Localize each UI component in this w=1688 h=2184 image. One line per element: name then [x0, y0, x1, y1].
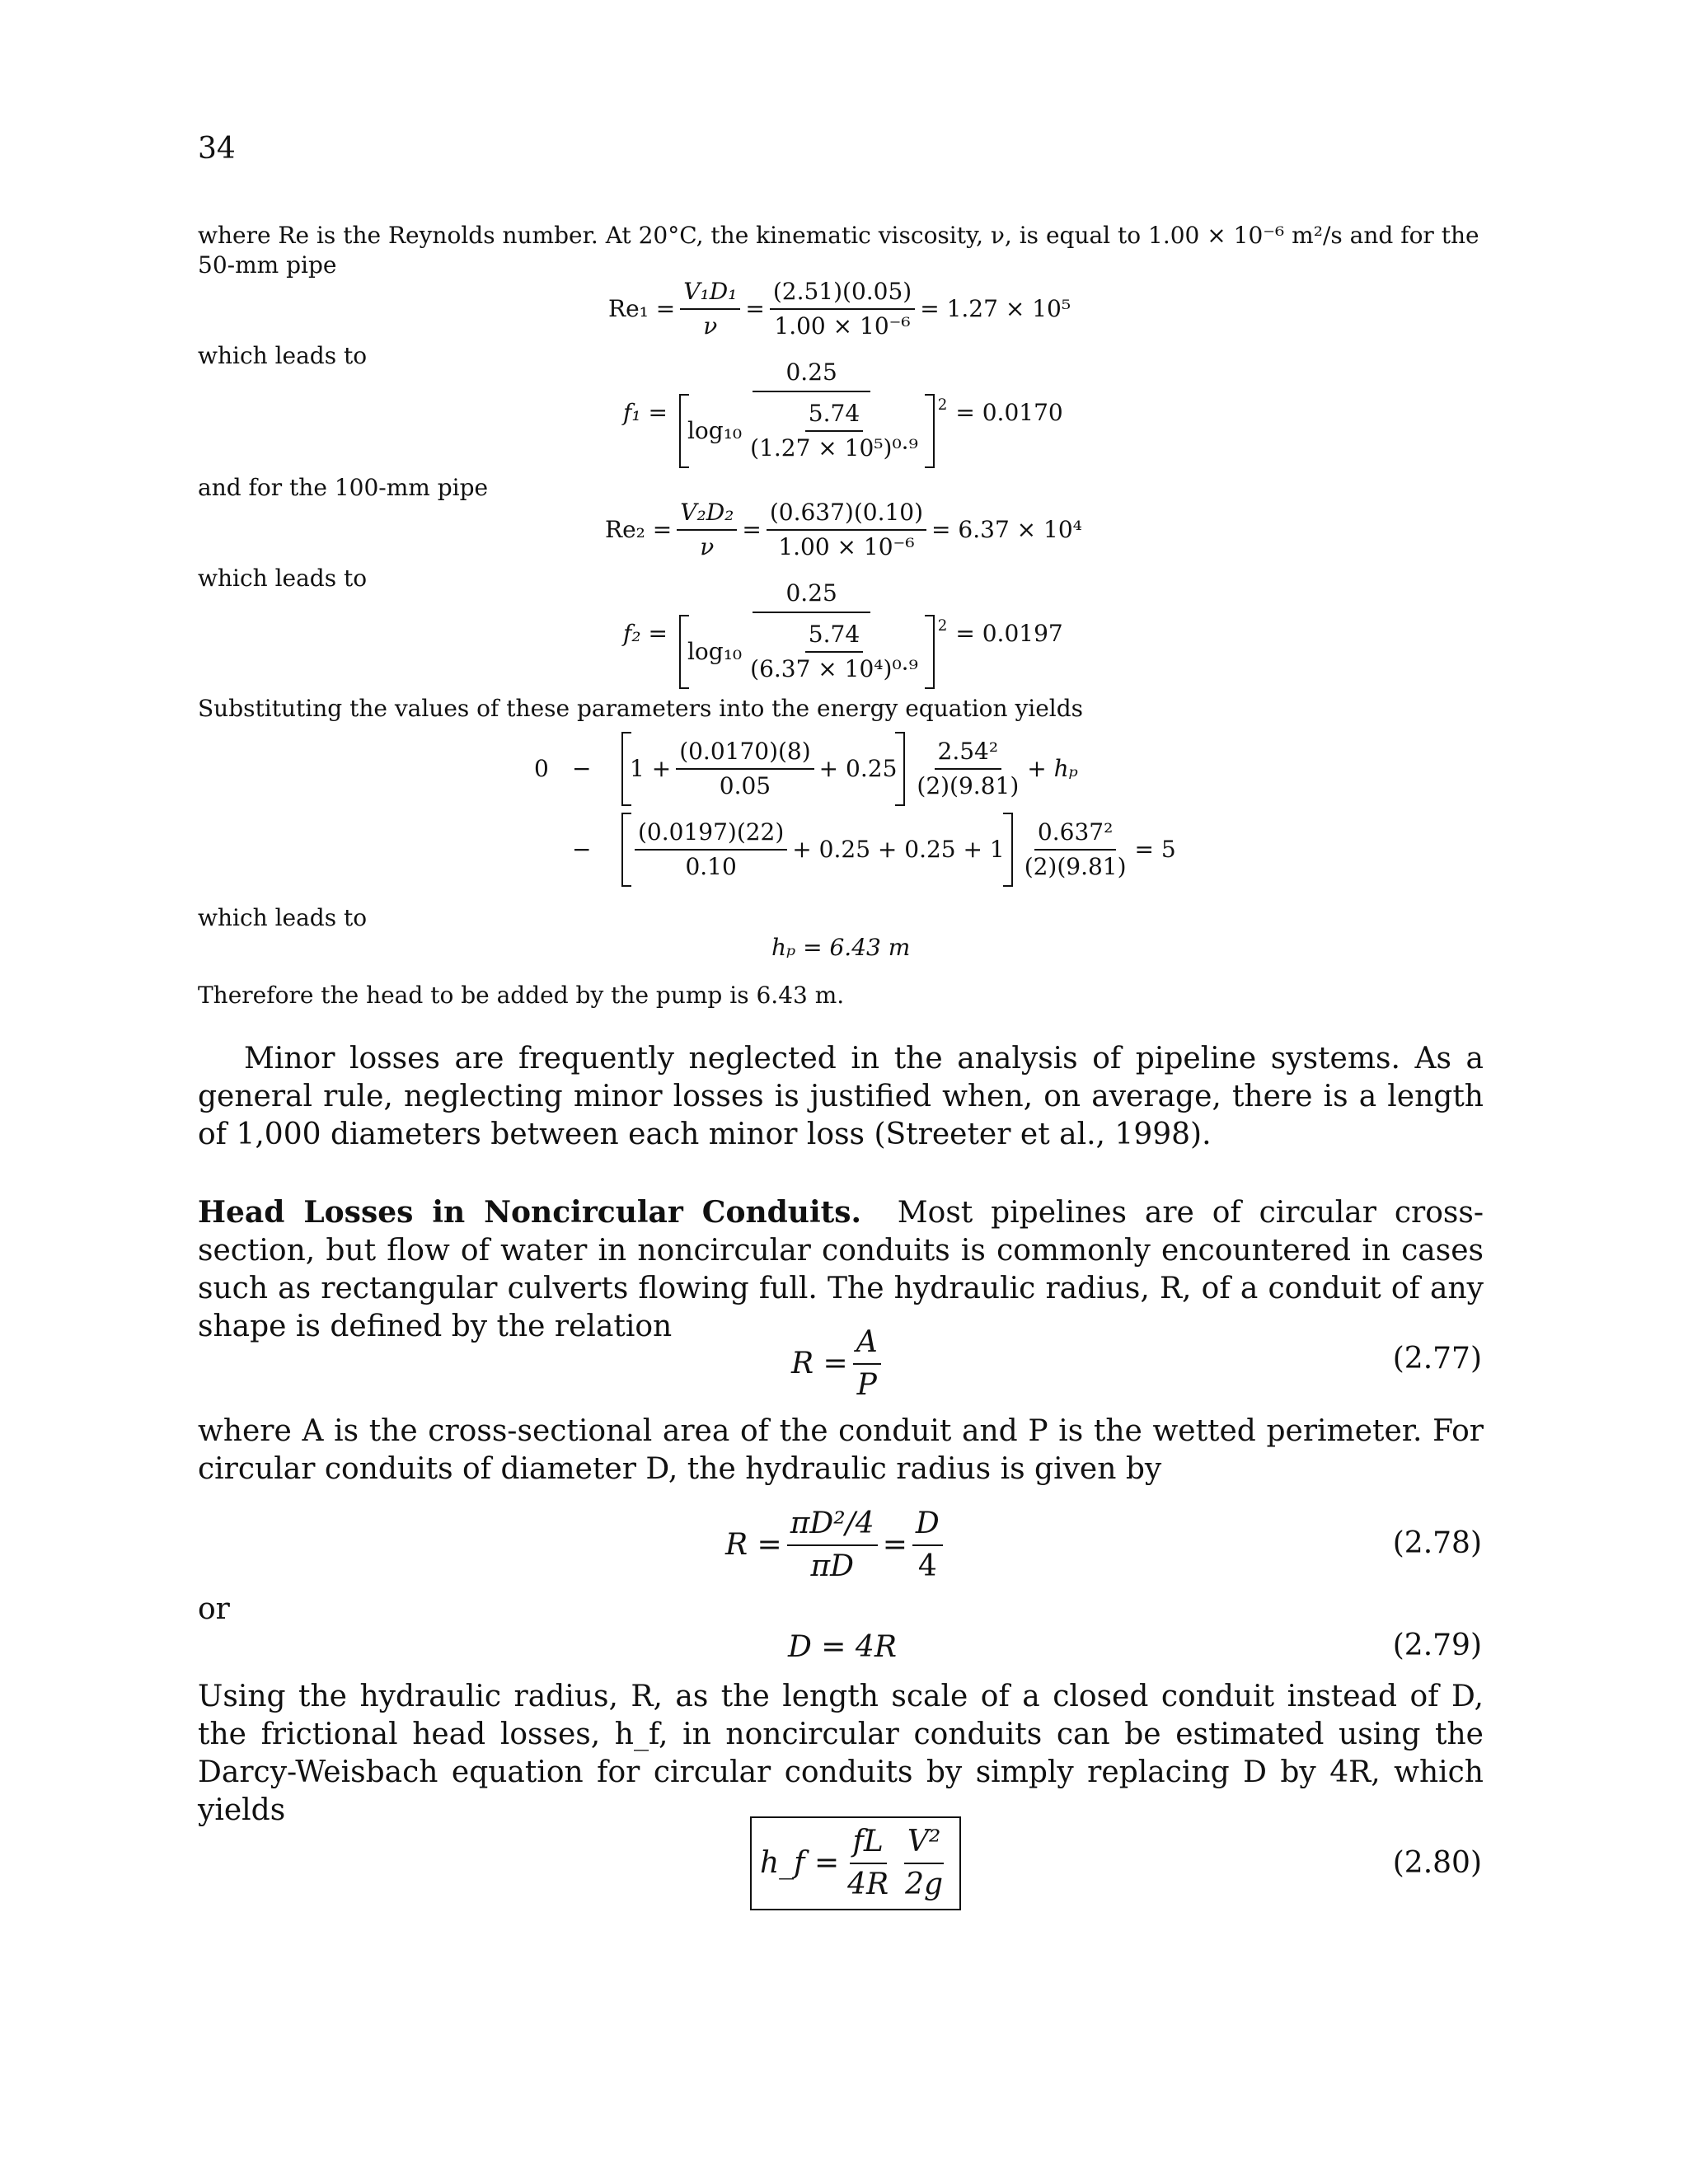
eq280-den1: 4R	[847, 1868, 889, 1901]
energy-eq-line-1	[534, 732, 1078, 806]
energy-minus-2: −	[572, 836, 592, 863]
f2-log: log₁₀	[687, 638, 743, 665]
energy-v1-den: (2)(9.81)	[917, 772, 1020, 799]
re1-num2: (2.51)(0.05)	[770, 277, 915, 310]
re2-den2: 1.00 × 10⁻⁶	[778, 533, 915, 560]
eq280-den2: 2g	[905, 1868, 944, 1901]
paragraph-using: Using the hydraulic radius, R, as the length scale of a closed conduit instead of D, the frictional head losses, h_f, in noncircular conduits can be estimated using the Darcy-Weisbach equation for circular conduits by simply replacing D by 4R, which yields	[198, 1680, 1484, 1827]
therefore-text: Therefore the head to be added by the pump is 6.43 m.	[198, 982, 845, 1009]
f2-inner-num: 5.74	[805, 620, 863, 653]
re1-den2: 1.00 × 10⁻⁶	[774, 312, 911, 340]
eq280-num1: fL	[850, 1823, 887, 1864]
f1-lhs: f₁ =	[623, 399, 668, 426]
energy-zero: 0	[534, 755, 549, 782]
equation-2-80	[750, 1816, 961, 1910]
re1-lhs: Re₁ =	[608, 295, 676, 322]
energy-v2-num: 0.637²	[1034, 818, 1116, 851]
eq278-den2: 4	[917, 1549, 937, 1583]
leads-to-2: which leads to	[198, 565, 368, 592]
eq277-num: A	[853, 1324, 881, 1365]
equation-f2	[623, 579, 1063, 689]
f2-result: = 0.0197	[955, 620, 1063, 647]
equation-number-2-80: (2.80)	[1392, 1846, 1482, 1880]
intro-line-2: 50-mm pipe	[198, 251, 337, 279]
re2-eqs: =	[742, 516, 762, 543]
substituting-text: Substituting the values of these parameters into the energy equation yields	[198, 695, 1084, 722]
f2-num: 0.25	[753, 579, 870, 613]
eq280-lhs: h_f =	[760, 1846, 840, 1880]
re2-den1: ν	[700, 533, 715, 560]
energy-eq-line-2	[572, 813, 1176, 887]
page-number: 34	[198, 132, 236, 166]
re1-num1: V₁D₁	[680, 277, 740, 310]
section-heading: Head Losses in Noncircular Conduits.	[198, 1195, 862, 1230]
leads-to-1: which leads to	[198, 342, 368, 369]
equation-number-2-78: (2.78)	[1392, 1526, 1482, 1560]
eq278-num1: πD²/4	[787, 1505, 878, 1546]
or-text: or	[198, 1592, 230, 1626]
equation-2-79: D = 4R	[788, 1630, 897, 1664]
eq277-den: P	[856, 1368, 877, 1402]
equation-number-2-77: (2.77)	[1392, 1342, 1482, 1376]
boxed-equation	[750, 1816, 961, 1910]
f2-inner-den: (6.37 × 10⁴)⁰·⁹	[750, 655, 918, 682]
eq277-lhs: R =	[791, 1347, 848, 1380]
energy-eq5: = 5	[1134, 836, 1176, 863]
re2-num1: V₂D₂	[677, 498, 737, 531]
energy-plus-terms: + 0.25 + 0.25 + 1	[792, 836, 1005, 863]
f1-num: 0.25	[753, 358, 870, 392]
paragraph-head-losses-body: Most pipelines are of circular cross-section, but flow of water in noncircular conduits is commonly encountered in cases such as rectangular culverts flowing full. The hydraulic radius, R, of a conduit of any shape is defined by the relation	[198, 1196, 1484, 1343]
equation-f1	[623, 358, 1063, 468]
re2-result: = 6.37 × 10⁴	[931, 516, 1082, 543]
energy-f2-den: 0.10	[685, 853, 737, 880]
f1-square: 2	[937, 396, 948, 414]
energy-plus-025: + 0.25	[818, 755, 898, 782]
re1-eqs: =	[745, 295, 765, 322]
eq278-eqs: =	[882, 1528, 907, 1562]
paragraph-where: where A is the cross-sectional area of the conduit and P is the wetted perimeter. For circular conduits of diameter D, the hydraulic radius is given by	[198, 1414, 1484, 1486]
energy-one-plus: 1 +	[630, 755, 672, 782]
eq278-lhs: R =	[725, 1528, 782, 1562]
energy-f1-num: (0.0170)(8)	[676, 737, 814, 770]
energy-plus-hp: + hₚ	[1027, 755, 1078, 782]
energy-v1-num: 2.54²	[935, 737, 1002, 770]
energy-v2-den: (2)(9.81)	[1024, 853, 1127, 880]
re1-den1: ν	[703, 312, 718, 340]
equation-number-2-79: (2.79)	[1392, 1629, 1482, 1662]
re1-result: = 1.27 × 10⁵	[920, 295, 1071, 322]
energy-f2-num: (0.0197)(22)	[635, 818, 787, 851]
eq278-num2: D	[912, 1505, 943, 1546]
equation-re2	[605, 498, 1082, 562]
equation-2-77	[791, 1324, 886, 1404]
re2-num2: (0.637)(0.10)	[767, 498, 926, 531]
intro-line-1: where Re is the Reynolds number. At 20°C, the kinematic viscosity, ν, is equal to 1.00 × 10⁻⁶ m²/s and for the	[198, 222, 1479, 249]
f1-log: log₁₀	[687, 417, 743, 444]
energy-f1-den: 0.05	[719, 772, 771, 799]
leads-to-3: which leads to	[198, 904, 368, 931]
re2-lhs: Re₂ =	[605, 516, 673, 543]
f1-result: = 0.0170	[955, 399, 1063, 426]
energy-minus-1: −	[572, 755, 592, 782]
equation-re1	[608, 277, 1071, 341]
paragraph-minor-losses: Minor losses are frequently neglected in the analysis of pipeline systems. As a general rule, neglecting minor losses is justified when, on average, there is a length of 1,000 diameters between each minor loss (Streeter et al., 1998).	[198, 1042, 1484, 1151]
f2-square: 2	[937, 617, 948, 635]
f1-inner-num: 5.74	[805, 399, 863, 432]
hp-result: hₚ = 6.43 m	[771, 934, 911, 961]
eq280-num2: V²	[904, 1823, 944, 1864]
f2-lhs: f₂ =	[623, 620, 668, 647]
equation-2-78	[725, 1505, 948, 1586]
f1-inner-den: (1.27 × 10⁵)⁰·⁹	[750, 434, 918, 462]
and-100mm: and for the 100-mm pipe	[198, 474, 489, 501]
eq278-den1: πD	[810, 1549, 854, 1583]
